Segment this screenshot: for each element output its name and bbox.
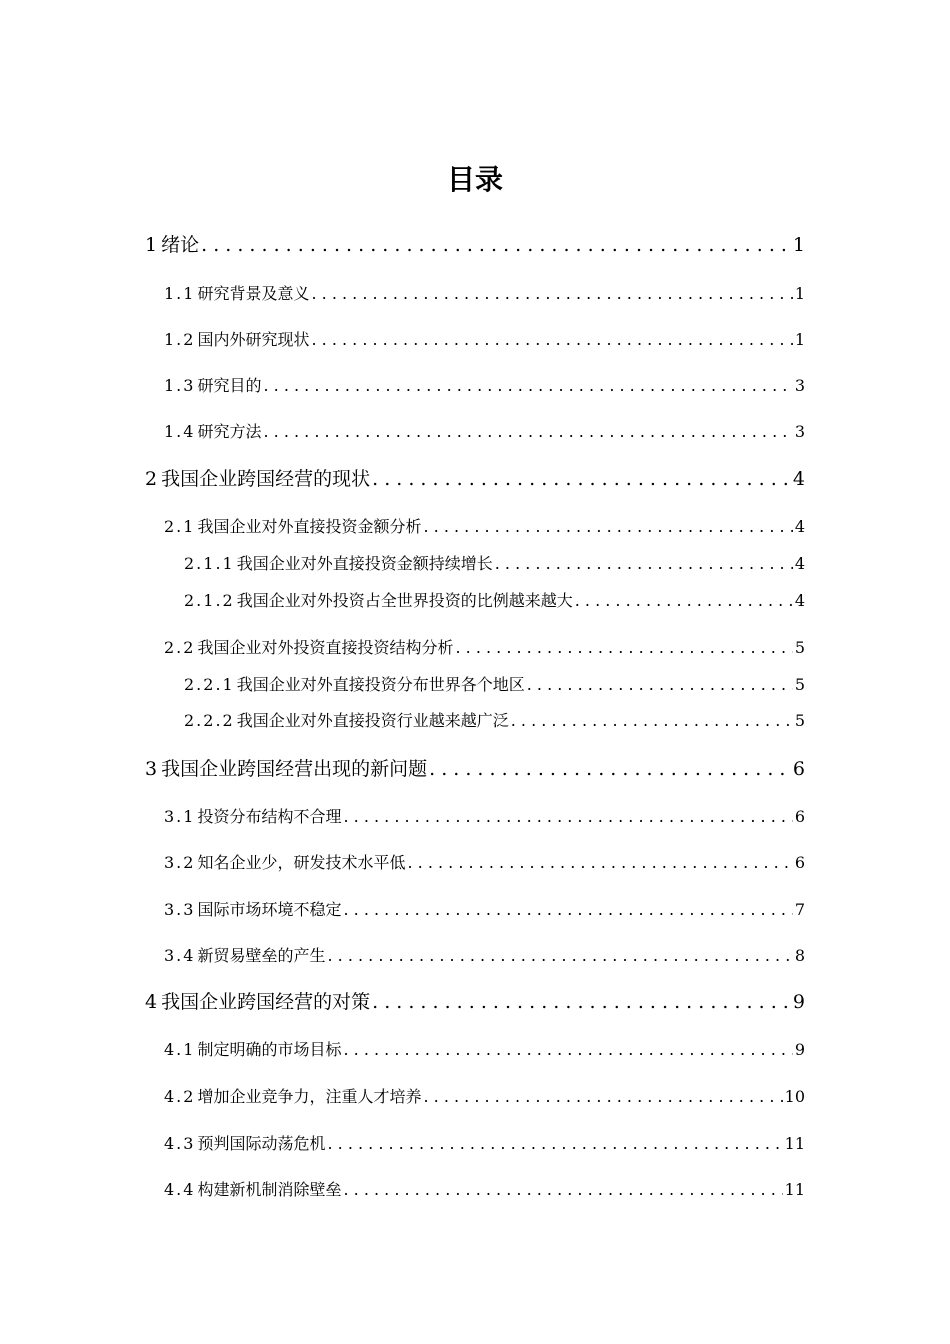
toc-entry-title: 研究背景及意义 bbox=[197, 284, 310, 303]
toc-entry-page: 1 bbox=[794, 330, 805, 349]
toc-leader-dots bbox=[575, 589, 793, 613]
toc-leader-dots bbox=[263, 374, 792, 398]
toc-entry-title: 我国企业对外投资直接投资结构分析 bbox=[197, 638, 454, 657]
toc-entry-1-1[interactable] bbox=[164, 282, 805, 306]
toc-leader-dots bbox=[495, 552, 793, 576]
toc-entry-page: 8 bbox=[794, 946, 805, 965]
toc-entry-number: 4.4 bbox=[164, 1180, 196, 1199]
toc-entry-page: 5 bbox=[794, 638, 805, 657]
toc-entry-title: 我国企业对外直接投资金额分析 bbox=[197, 517, 422, 536]
toc-entry-1-4[interactable] bbox=[164, 420, 805, 444]
toc-entry-page: 1 bbox=[794, 284, 805, 303]
toc-entry-page: 5 bbox=[794, 711, 805, 730]
toc-entry-page: 9 bbox=[794, 1040, 805, 1059]
toc-entry-page: 3 bbox=[794, 422, 805, 441]
toc-entry-number: 3.2 bbox=[164, 853, 196, 872]
toc-entry-3-2[interactable] bbox=[164, 851, 805, 875]
toc-leader-dots bbox=[511, 709, 793, 733]
toc-entry-number: 4 bbox=[145, 991, 160, 1013]
toc-leader-dots bbox=[343, 805, 792, 829]
toc-entry-number: 1.1 bbox=[164, 284, 196, 303]
toc-entry-page: 4 bbox=[794, 517, 805, 536]
toc-entry-number: 4.2 bbox=[164, 1087, 196, 1106]
toc-entry-3[interactable] bbox=[145, 755, 805, 783]
toc-entry-title: 绪论 bbox=[161, 234, 200, 256]
toc-entry-page: 5 bbox=[794, 675, 805, 694]
toc-entry-title: 我国企业跨国经营的现状 bbox=[161, 468, 371, 490]
toc-entry-title: 我国企业对外直接投资行业越来越广泛 bbox=[236, 711, 509, 730]
toc-leader-dots bbox=[311, 282, 792, 306]
toc-leader-dots bbox=[263, 420, 792, 444]
toc-entry-4-4[interactable] bbox=[164, 1178, 805, 1202]
toc-leader-dots bbox=[343, 898, 792, 922]
toc-entry-page: 6 bbox=[792, 758, 805, 780]
toc-entry-number: 2.2.1 bbox=[184, 675, 235, 694]
toc-entry-4[interactable] bbox=[145, 988, 805, 1016]
toc-entry-2-1-1[interactable] bbox=[184, 552, 805, 576]
toc-entry-title: 研究目的 bbox=[197, 376, 262, 395]
toc-entry-number: 2 bbox=[145, 468, 160, 490]
toc-entry-title: 我国企业跨国经营出现的新问题 bbox=[161, 758, 428, 780]
toc-entry-page: 9 bbox=[792, 991, 805, 1013]
toc-entry-number: 1.4 bbox=[164, 422, 196, 441]
toc-entry-title: 构建新机制消除壁垒 bbox=[197, 1180, 342, 1199]
toc-entry-number: 1.3 bbox=[164, 376, 196, 395]
toc-leader-dots bbox=[327, 1132, 782, 1156]
toc-entry-page: 11 bbox=[784, 1180, 805, 1199]
toc-entry-title: 我国企业对外直接投资金额持续增长 bbox=[236, 554, 493, 573]
toc-leader-dots bbox=[372, 465, 791, 493]
toc-leader-dots bbox=[527, 673, 793, 697]
toc-entry-1-2[interactable] bbox=[164, 328, 805, 352]
toc-leader-dots bbox=[327, 944, 792, 968]
toc-entry-3-3[interactable] bbox=[164, 898, 805, 922]
toc-entry-number: 3 bbox=[145, 758, 160, 780]
toc-entry-number: 2.1.2 bbox=[184, 591, 235, 610]
toc-entry-title: 国际市场环境不稳定 bbox=[197, 900, 342, 919]
toc-entry-title: 制定明确的市场目标 bbox=[197, 1040, 342, 1059]
toc-leader-dots bbox=[407, 851, 792, 875]
toc-entry-page: 3 bbox=[794, 376, 805, 395]
toc-title: 目录 bbox=[446, 163, 503, 196]
toc-leader-dots bbox=[429, 755, 791, 783]
toc-entry-2-2[interactable] bbox=[164, 636, 805, 660]
toc-entry-page: 10 bbox=[784, 1087, 805, 1106]
toc-entry-page: 6 bbox=[794, 807, 805, 826]
toc-entry-2-1[interactable] bbox=[164, 515, 805, 539]
toc-entry-4-3[interactable] bbox=[164, 1132, 805, 1156]
toc-entry-title: 我国企业跨国经营的对策 bbox=[161, 991, 371, 1013]
toc-leader-dots bbox=[372, 988, 791, 1016]
toc-entry-title: 新贸易壁垒的产生 bbox=[197, 946, 326, 965]
toc-entry-page: 4 bbox=[794, 591, 805, 610]
toc-entry-title: 预判国际动荡危机 bbox=[197, 1134, 326, 1153]
toc-entry-title: 我国企业对外直接投资分布世界各个地区 bbox=[236, 675, 525, 694]
toc-entry-number: 3.4 bbox=[164, 946, 196, 965]
toc-entry-page: 7 bbox=[794, 900, 805, 919]
toc-entry-number: 4.3 bbox=[164, 1134, 196, 1153]
toc-entry-number: 4.1 bbox=[164, 1040, 196, 1059]
toc-leader-dots bbox=[423, 1085, 782, 1109]
toc-entry-number: 2.1.1 bbox=[184, 554, 235, 573]
toc-entry-title: 知名企业少，研发技术水平低 bbox=[197, 853, 406, 872]
toc-entry-number: 1 bbox=[145, 234, 160, 256]
toc-entry-title: 投资分布结构不合理 bbox=[197, 807, 342, 826]
toc-entry-page: 4 bbox=[794, 554, 805, 573]
toc-entry-2-1-2[interactable] bbox=[184, 589, 805, 613]
toc-entry-number: 1.2 bbox=[164, 330, 196, 349]
toc-entry-4-2[interactable] bbox=[164, 1085, 805, 1109]
toc-leader-dots bbox=[343, 1178, 782, 1202]
toc-entry-title: 研究方法 bbox=[197, 422, 262, 441]
toc-entry-1-3[interactable] bbox=[164, 374, 805, 398]
toc-entry-page: 6 bbox=[794, 853, 805, 872]
toc-leader-dots bbox=[455, 636, 792, 660]
toc-entry-page: 11 bbox=[784, 1134, 805, 1153]
toc-entry-2-2-2[interactable] bbox=[184, 709, 805, 733]
toc-entry-title: 国内外研究现状 bbox=[197, 330, 310, 349]
toc-entry-2[interactable] bbox=[145, 465, 805, 493]
toc-entry-page: 4 bbox=[792, 468, 805, 490]
toc-entry-title: 增加企业竞争力，注重人才培养 bbox=[197, 1087, 422, 1106]
toc-entry-number: 3.1 bbox=[164, 807, 196, 826]
toc-leader-dots bbox=[343, 1038, 792, 1062]
toc-entry-number: 2.1 bbox=[164, 517, 196, 536]
toc-entry-page: 1 bbox=[792, 234, 805, 256]
toc-entry-1[interactable] bbox=[145, 231, 805, 259]
toc-entry-4-1[interactable] bbox=[164, 1038, 805, 1062]
toc-leader-dots bbox=[311, 328, 792, 352]
toc-entry-3-1[interactable] bbox=[164, 805, 805, 829]
toc-entry-title: 我国企业对外投资占全世界投资的比例越来越大 bbox=[236, 591, 573, 610]
toc-entry-2-2-1[interactable] bbox=[184, 673, 805, 697]
toc-entry-3-4[interactable] bbox=[164, 944, 805, 968]
toc-leader-dots bbox=[423, 515, 792, 539]
toc-entry-number: 2.2.2 bbox=[184, 711, 235, 730]
toc-leader-dots bbox=[201, 231, 791, 259]
toc-entry-number: 3.3 bbox=[164, 900, 196, 919]
toc-entry-number: 2.2 bbox=[164, 638, 196, 657]
